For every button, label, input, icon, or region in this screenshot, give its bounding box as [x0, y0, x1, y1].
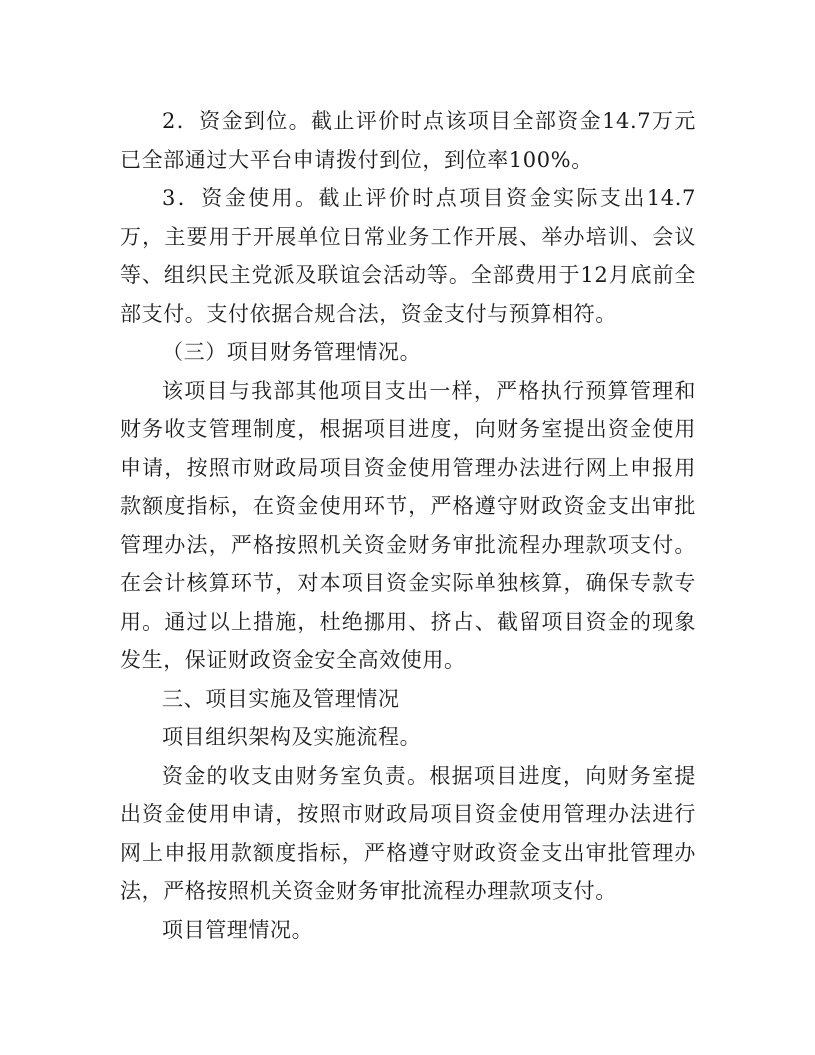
paragraph-finance-office-responsibility: 资金的收支由财务室负责。根据项目进度，向财务室提出资金使用申请，按照市财政局项目资金使用管理办法进行网上申报用款额度指标，严格遵守财政资金支出审批管理办法，严格按照机关资金财务审批流程办理款项支付。	[120, 763, 696, 903]
paragraph-organization-process: 项目组织架构及实施流程。	[162, 725, 422, 749]
document-body	[120, 102, 696, 949]
paragraph-funds-usage: 3．资金使用。截止评价时点项目资金实际支出14.7万，主要用于开展单位日常业务工作开展、举办培训、会议等、组织民主党派及联谊会活动等。全部费用于12月底前全部支付。支付依据合规合法，资金支付与预算相符。	[120, 186, 696, 326]
heading-implementation-management: 三、项目实施及管理情况	[162, 686, 400, 711]
subheading-financial-management: （三）项目财务管理情况。	[162, 340, 422, 364]
paragraph-funds-in-place: 2．资金到位。截止评价时点该项目全部资金14.7万元已全部通过大平台申请拨付到位，到位率100%。	[120, 109, 696, 172]
paragraph-project-management: 项目管理情况。	[162, 917, 314, 942]
paragraph-financial-management: 该项目与我部其他项目支出一样，严格执行预算管理和财务收支管理制度，根据项目进度，向财务室提出资金使用申请，按照市财政局项目资金使用管理办法进行网上申报用款额度指标，在资金使用环节，严格遵守财政资金支出审批管理办法，严格按照机关资金财务审批流程办理款项支付。在会计核算环节，对本项目资金实际单独核算，确保专款专用。通过以上措施，杜绝挪用、挤占、截留项目资金的现象发生，保证财政资金安全高效使用。	[120, 378, 696, 672]
